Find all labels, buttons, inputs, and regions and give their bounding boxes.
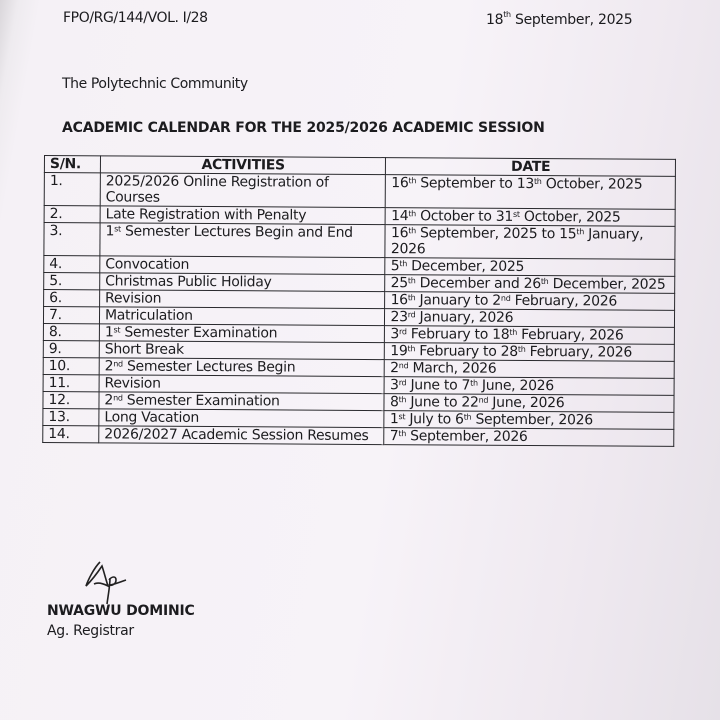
row-sn: 2. [44, 206, 100, 223]
text-segment: 2 [104, 358, 114, 375]
row-activity [99, 375, 385, 394]
ordinal-suffix: th [517, 344, 526, 354]
ordinal-suffix: th [576, 227, 585, 237]
ordinal-suffix: st [398, 412, 406, 422]
row-activity [100, 173, 386, 208]
text-segment: December, 2025 [406, 258, 525, 275]
row-date [385, 343, 675, 362]
text-segment: 8 [389, 394, 399, 411]
text-segment: 5 [390, 258, 400, 275]
ordinal-suffix: th [399, 259, 408, 269]
ordinal-suffix: th [407, 293, 416, 303]
ordinal-suffix: th [470, 378, 478, 388]
row-activity [100, 206, 386, 225]
row-date [384, 428, 674, 447]
header-sn: S/N. [44, 156, 100, 173]
ordinal-suffix: th [408, 209, 416, 219]
text-segment: July to 6 [405, 411, 464, 428]
text-segment: 16 [390, 225, 409, 242]
calendar-table [42, 155, 676, 447]
text-segment: 25 [390, 275, 408, 292]
text-segment: 1 [104, 324, 114, 341]
row-sn: 10. [43, 357, 99, 374]
ordinal-suffix: th [398, 429, 407, 439]
row-activity [99, 324, 385, 343]
text-segment: 3 [390, 377, 399, 394]
text-segment: Semester Examination [120, 324, 278, 342]
text-segment: 16 [391, 175, 409, 192]
text-segment: June to 22 [406, 394, 479, 411]
text-segment: 14 [391, 208, 409, 225]
text-segment: 16 [390, 292, 408, 309]
ordinal-suffix: th [540, 277, 549, 287]
text-segment: January, 2026 [415, 309, 514, 326]
ordinal-suffix: th [533, 176, 542, 187]
text-segment: December and 26 [415, 275, 541, 293]
row-date [384, 394, 674, 413]
date-rest: September, 2025 [510, 12, 633, 28]
text-segment: 23 [390, 309, 408, 326]
row-date [385, 292, 675, 311]
table-row [44, 223, 675, 260]
text-segment: October, 2025 [519, 208, 621, 226]
text-segment: 7 [389, 428, 399, 445]
row-date [385, 377, 675, 396]
text-segment: February, 2026 [510, 292, 618, 310]
text-segment: September to 13 [416, 175, 535, 192]
row-activity [99, 426, 385, 445]
row-activity [100, 256, 386, 275]
header-activities: ACTIVITIES [100, 156, 386, 175]
ordinal-suffix: nd [113, 393, 123, 403]
text-segment: 3 [390, 326, 400, 343]
text-segment: February to 18 [406, 326, 510, 343]
ordinal-suffix: nd [500, 293, 511, 303]
text-segment: 2 [104, 392, 114, 409]
text-segment: January, 2026 [390, 226, 644, 258]
signature-icon [82, 558, 142, 608]
row-sn: 9. [43, 340, 99, 357]
row-activity [100, 223, 386, 258]
text-segment: Matriculation [104, 307, 193, 324]
row-date [385, 326, 675, 345]
row-sn: 11. [43, 374, 99, 391]
text-segment: December, 2025 [548, 276, 666, 293]
ordinal-suffix: nd [478, 395, 489, 405]
ordinal-suffix: rd [398, 378, 407, 388]
ordinal-suffix: th [407, 344, 416, 354]
text-segment: Semester Examination [122, 392, 280, 410]
row-sn: 8. [43, 323, 99, 340]
table-row [44, 173, 675, 210]
row-sn: 12. [43, 391, 99, 408]
row-activity [100, 273, 386, 292]
ordinal-suffix: rd [407, 310, 416, 320]
signatory-name: NWAGWU DOMINIC [47, 603, 195, 619]
row-sn: 6. [44, 290, 100, 307]
row-sn: 5. [44, 273, 100, 290]
row-activity [99, 409, 385, 428]
text-segment: October, 2025 [541, 176, 643, 193]
ordinal-suffix: th [463, 412, 472, 422]
ordinal-suffix: st [512, 209, 520, 219]
signatory-title: Ag. Registrar [47, 623, 134, 639]
row-date [386, 208, 676, 227]
text-segment: 1 [105, 223, 115, 240]
text-segment: October to 31 [415, 208, 514, 225]
ordinal-suffix: rd [398, 327, 407, 337]
table-body [43, 173, 676, 447]
text-segment: January to 2 [415, 292, 501, 309]
text-segment: June to 7 [406, 377, 471, 394]
row-activity [100, 290, 386, 309]
ordinal-suffix: th [398, 395, 407, 405]
table-row [43, 425, 674, 446]
text-segment: June, 2026 [477, 377, 554, 395]
row-sn: 4. [44, 256, 100, 273]
row-date [385, 360, 675, 379]
row-sn: 13. [43, 408, 99, 425]
text-segment: 2025/2026 Online Registration of Courses [105, 173, 329, 206]
row-sn: 1. [44, 173, 100, 206]
row-sn: 14. [43, 425, 99, 442]
text-segment: June, 2026 [488, 394, 565, 412]
row-activity [99, 307, 385, 326]
text-segment: February to 28 [415, 343, 518, 360]
date-day: 18 [486, 12, 504, 28]
ordinal-suffix: th [509, 327, 518, 337]
ordinal-suffix: nd [398, 361, 409, 371]
text-segment: Semester Lectures Begin and End [120, 223, 353, 241]
header-date: DATE [386, 158, 676, 177]
text-segment: February, 2026 [516, 326, 624, 344]
text-segment: Christmas Public Holiday [105, 273, 272, 291]
text-segment: Long Vacation [104, 409, 199, 426]
text-segment: February, 2026 [525, 343, 633, 361]
row-date [385, 225, 675, 260]
ordinal-suffix: nd [113, 359, 123, 369]
row-sn: 7. [43, 307, 99, 324]
text-segment: September, 2026 [471, 411, 593, 429]
ordinal-suffix: th [408, 176, 417, 186]
text-segment: 19 [390, 343, 408, 360]
row-activity [99, 341, 385, 360]
document-date [486, 12, 632, 28]
text-segment: 1 [389, 411, 399, 428]
text-segment: Late Registration with Penalty [105, 206, 307, 224]
row-date [385, 258, 675, 277]
text-segment: March, 2026 [408, 360, 497, 377]
ordinal-suffix: th [407, 276, 416, 286]
row-date [385, 275, 675, 294]
ordinal-suffix: st [113, 325, 121, 335]
document-title: ACADEMIC CALENDAR FOR THE 2025/2026 ACADEMIC SESSION [62, 120, 545, 136]
text-segment: September, 2025 to 15 [415, 225, 577, 243]
row-date [386, 175, 676, 210]
reference-number: FPO/RG/144/VOL. I/28 [63, 10, 208, 26]
row-sn: 3. [44, 223, 100, 256]
row-date [385, 309, 675, 328]
addressee: The Polytechnic Community [62, 76, 248, 92]
text-segment: Convocation [105, 256, 190, 273]
row-date [384, 411, 674, 430]
text-segment: Revision [104, 375, 161, 392]
text-segment: 2026/2027 Academic Session Resumes [104, 426, 369, 444]
text-segment: September, 2026 [405, 428, 528, 445]
ordinal-suffix: th [408, 226, 416, 236]
text-segment: Revision [105, 290, 162, 307]
text-segment: 2 [390, 360, 399, 377]
ordinal-suffix: st [114, 224, 121, 234]
row-activity [99, 392, 385, 411]
text-segment: Short Break [104, 341, 184, 358]
text-segment: Semester Lectures Begin [122, 358, 296, 376]
row-activity [99, 358, 385, 377]
date-suffix: th [503, 10, 511, 19]
